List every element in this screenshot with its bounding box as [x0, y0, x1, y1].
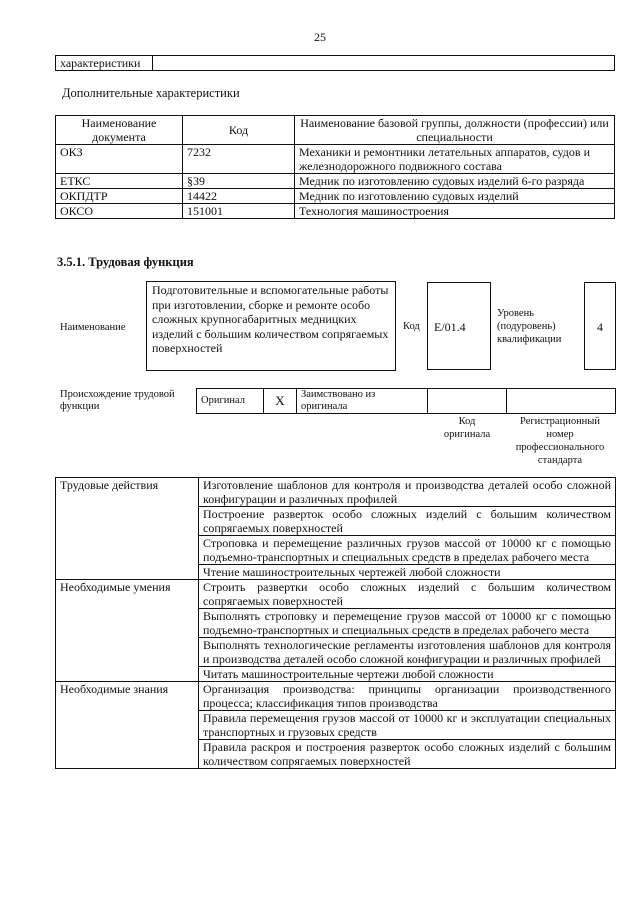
additional-table	[55, 115, 615, 219]
function-level-box: 4	[584, 282, 616, 370]
table-row	[56, 189, 615, 204]
orig-code-label: Код оригинала	[443, 416, 491, 440]
origin-label: Происхождение трудовой функции	[60, 389, 175, 412]
original-cell	[197, 389, 264, 414]
table-row	[56, 682, 616, 711]
row-name: Технология машиностроения	[295, 204, 615, 219]
additional-title: Дополнительные характеристики	[62, 86, 240, 100]
row-doc: ОКЗ	[56, 145, 183, 174]
table-row	[56, 145, 615, 174]
function-code-box: E/01.4	[427, 282, 491, 370]
origin-table	[196, 388, 616, 414]
list-item: Читать машиностроительные чертежи любой сложности	[199, 667, 616, 682]
page-number: 25	[314, 30, 326, 44]
characteristics-value	[153, 56, 615, 71]
reg-number-label: Регистрационный номер профессионального стандарта	[515, 416, 605, 466]
table-row	[56, 204, 615, 219]
row-name: Медник по изготовлению судовых изделий 6-го разряда	[295, 174, 615, 189]
characteristics-table	[55, 55, 615, 71]
list-item: Строповка и перемещение различных грузов массой от 10000 кг с помощью подъемно-транспортных и специальных средств в пределах рабочего места	[199, 536, 616, 565]
header-group: Наименование базовой группы, должности (профессии) или специальности	[295, 116, 615, 145]
list-item: Выполнять технологические регламенты изготовления шаблонов для контроля и производства деталей особо сложной конфигурации и различных профилей	[199, 638, 616, 667]
table-row	[56, 174, 615, 189]
original-mark: X	[264, 389, 297, 414]
borrowed-cell: Заимствовано из оригинала	[297, 389, 428, 414]
header-doc: Наименование документа	[56, 116, 183, 145]
original-code-cell	[428, 389, 507, 414]
actions-label: Трудовые действия	[56, 478, 199, 580]
list-item: Правила перемещения грузов массой от 10000 кг и эксплуатации специальных транспортных и грузовых средств	[199, 711, 616, 740]
original-label: Оригинал	[201, 395, 245, 406]
function-name-box: Подготовительные и вспомогательные работы при изготовлении, сборке и ремонте особо сложных крупногабаритных медницких изделий с большим количеством сопрягаемых поверхностей	[146, 281, 396, 371]
row-doc: ОКСО	[56, 204, 183, 219]
row-code: §39	[183, 174, 295, 189]
reg-number-cell	[507, 389, 616, 414]
list-item: Правила раскроя и построения разверток особо сложных изделий с большим количеством сопрягаемых поверхностей	[199, 740, 616, 769]
list-item: Организация производства: принципы организации производственного процесса; классификация типов производства	[199, 682, 616, 711]
name-label: Наименование	[60, 322, 126, 333]
skills-label: Необходимые умения	[56, 580, 199, 682]
list-item: Изготовление шаблонов для контроля и производства деталей особо сложной конфигурации и различных профилей	[199, 478, 616, 507]
header-code: Код	[183, 116, 295, 145]
code-label: Код	[403, 321, 420, 332]
level-label: Уровень (подуровень) квалификации	[497, 308, 562, 345]
knowledge-label: Необходимые знания	[56, 682, 199, 769]
additional-header-row	[56, 116, 615, 145]
row-name: Механики и ремонтники летательных аппаратов, судов и железнодорожного подвижного состава	[295, 145, 615, 174]
characteristics-label: характеристики	[56, 56, 153, 71]
row-code: 151001	[183, 204, 295, 219]
row-code: 14422	[183, 189, 295, 204]
row-doc: ЕТКС	[56, 174, 183, 189]
table-row	[56, 580, 616, 609]
list-item: Строить развертки особо сложных изделий с большим количеством сопрягаемых поверхностей	[199, 580, 616, 609]
list-item: Построение разверток особо сложных изделий с большим количеством сопрягаемых поверхностей	[199, 507, 616, 536]
list-item: Выполнять строповку и перемещение грузов массой от 10000 кг с помощью подъемно-транспортных и специальных средств в пределах рабочего места	[199, 609, 616, 638]
table-row	[56, 478, 616, 507]
details-table	[55, 477, 616, 769]
row-doc: ОКПДТР	[56, 189, 183, 204]
row-code: 7232	[183, 145, 295, 174]
list-item: Чтение машиностроительных чертежей любой сложности	[199, 565, 616, 580]
row-name: Медник по изготовлению судовых изделий	[295, 189, 615, 204]
function-heading: 3.5.1. Трудовая функция	[57, 255, 194, 269]
